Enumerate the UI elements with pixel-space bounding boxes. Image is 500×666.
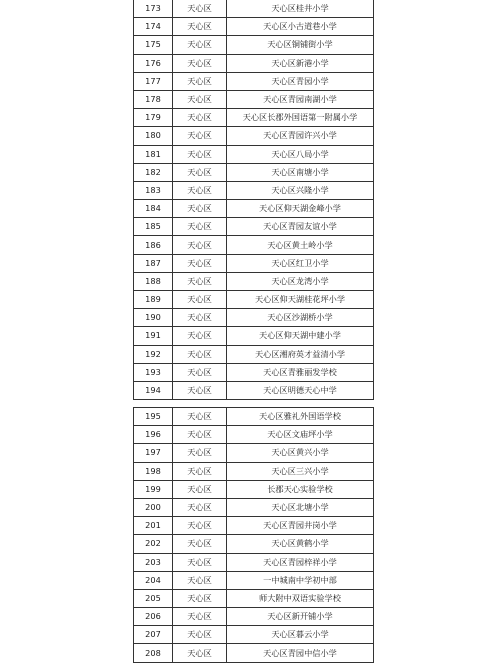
- district-cell: 天心区: [173, 0, 227, 18]
- table-row: [134, 462, 374, 480]
- table-row: [134, 589, 374, 607]
- table-row: [134, 109, 374, 127]
- school-name-cell: 天心区铜铺街小学: [227, 36, 374, 54]
- district-cell: 天心区: [173, 254, 227, 272]
- row-number-cell: 180: [134, 127, 173, 145]
- row-number-cell: 178: [134, 90, 173, 108]
- district-cell: 天心区: [173, 36, 227, 54]
- table-row: [134, 200, 374, 218]
- row-number-cell: 191: [134, 327, 173, 345]
- district-cell: 天心区: [173, 535, 227, 553]
- school-name-cell: 天心区新港小学: [227, 54, 374, 72]
- table-row: [134, 218, 374, 236]
- table-row: [134, 236, 374, 254]
- school-name-cell: 天心区新开铺小学: [227, 608, 374, 626]
- table-row: [134, 426, 374, 444]
- table-row: [134, 272, 374, 290]
- school-name-cell: 天心区南塘小学: [227, 163, 374, 181]
- school-table-top: [133, 0, 374, 400]
- row-number-cell: 177: [134, 72, 173, 90]
- district-cell: 天心区: [173, 163, 227, 181]
- district-cell: 天心区: [173, 218, 227, 236]
- district-cell: 天心区: [173, 480, 227, 498]
- school-name-cell: 天心区龙湾小学: [227, 272, 374, 290]
- row-number-cell: 201: [134, 517, 173, 535]
- school-table-bottom-body: [134, 408, 374, 663]
- table-row: [134, 0, 374, 18]
- table-row: [134, 18, 374, 36]
- school-name-cell: 天心区八局小学: [227, 145, 374, 163]
- table-row: [134, 517, 374, 535]
- table-row: [134, 444, 374, 462]
- table-row: [134, 90, 374, 108]
- table-row: [134, 309, 374, 327]
- table-row: [134, 291, 374, 309]
- school-name-cell: 天心区仰天湖金峰小学: [227, 200, 374, 218]
- table-row: [134, 381, 374, 399]
- row-number-cell: 194: [134, 381, 173, 399]
- school-name-cell: 天心区黄鹤小学: [227, 535, 374, 553]
- school-table-top-body: [134, 0, 374, 400]
- row-number-cell: 199: [134, 480, 173, 498]
- district-cell: 天心区: [173, 54, 227, 72]
- row-number-cell: 202: [134, 535, 173, 553]
- row-number-cell: 206: [134, 608, 173, 626]
- school-name-cell: 天心区青园许兴小学: [227, 127, 374, 145]
- school-name-cell: 天心区暮云小学: [227, 626, 374, 644]
- table-row: [134, 626, 374, 644]
- row-number-cell: 186: [134, 236, 173, 254]
- row-number-cell: 205: [134, 589, 173, 607]
- school-name-cell: 天心区小古道巷小学: [227, 18, 374, 36]
- district-cell: 天心区: [173, 127, 227, 145]
- table-row: [134, 36, 374, 54]
- school-name-cell: 天心区三兴小学: [227, 462, 374, 480]
- district-cell: 天心区: [173, 517, 227, 535]
- table-row: [134, 345, 374, 363]
- row-number-cell: 182: [134, 163, 173, 181]
- district-cell: 天心区: [173, 408, 227, 426]
- district-cell: 天心区: [173, 426, 227, 444]
- row-number-cell: 179: [134, 109, 173, 127]
- school-name-cell: 天心区文庙坪小学: [227, 426, 374, 444]
- table-row: [134, 145, 374, 163]
- district-cell: 天心区: [173, 462, 227, 480]
- table-row: [134, 553, 374, 571]
- row-number-cell: 193: [134, 363, 173, 381]
- school-name-cell: 天心区黄兴小学: [227, 444, 374, 462]
- table-row: [134, 363, 374, 381]
- school-name-cell: 天心区仰天湖桂花坪小学: [227, 291, 374, 309]
- row-number-cell: 175: [134, 36, 173, 54]
- school-table-bottom: [133, 407, 374, 663]
- school-name-cell: 天心区黄土岭小学: [227, 236, 374, 254]
- school-name-cell: 长郡天心实验学校: [227, 480, 374, 498]
- table-row: [134, 608, 374, 626]
- district-cell: 天心区: [173, 181, 227, 199]
- district-cell: 天心区: [173, 109, 227, 127]
- school-name-cell: 天心区明德天心中学: [227, 381, 374, 399]
- table-row: [134, 127, 374, 145]
- school-name-cell: 天心区青园中信小学: [227, 644, 374, 662]
- row-number-cell: 188: [134, 272, 173, 290]
- school-name-cell: 天心区桂井小学: [227, 0, 374, 18]
- row-number-cell: 207: [134, 626, 173, 644]
- district-cell: 天心区: [173, 145, 227, 163]
- row-number-cell: 197: [134, 444, 173, 462]
- district-cell: 天心区: [173, 200, 227, 218]
- school-name-cell: 天心区青园友谊小学: [227, 218, 374, 236]
- row-number-cell: 174: [134, 18, 173, 36]
- school-name-cell: 天心区红卫小学: [227, 254, 374, 272]
- table-row: [134, 181, 374, 199]
- row-number-cell: 204: [134, 571, 173, 589]
- row-number-cell: 203: [134, 553, 173, 571]
- district-cell: 天心区: [173, 553, 227, 571]
- school-name-cell: 天心区仰天湖中建小学: [227, 327, 374, 345]
- table-row: [134, 644, 374, 662]
- row-number-cell: 176: [134, 54, 173, 72]
- row-number-cell: 181: [134, 145, 173, 163]
- school-name-cell: 天心区雅礼外国语学校: [227, 408, 374, 426]
- table-row: [134, 327, 374, 345]
- district-cell: 天心区: [173, 291, 227, 309]
- row-number-cell: 173: [134, 0, 173, 18]
- table-row: [134, 408, 374, 426]
- row-number-cell: 198: [134, 462, 173, 480]
- table-row: [134, 535, 374, 553]
- district-cell: 天心区: [173, 18, 227, 36]
- school-name-cell: 天心区湘府英才益清小学: [227, 345, 374, 363]
- school-name-cell: 天心区青园梓祥小学: [227, 553, 374, 571]
- table-row: [134, 54, 374, 72]
- district-cell: 天心区: [173, 381, 227, 399]
- school-name-cell: 天心区青园南湖小学: [227, 90, 374, 108]
- school-name-cell: 天心区青雅丽发学校: [227, 363, 374, 381]
- table-row: [134, 163, 374, 181]
- row-number-cell: 183: [134, 181, 173, 199]
- district-cell: 天心区: [173, 272, 227, 290]
- table-row: [134, 498, 374, 516]
- school-name-cell: 天心区青园小学: [227, 72, 374, 90]
- row-number-cell: 190: [134, 309, 173, 327]
- school-name-cell: 天心区兴隆小学: [227, 181, 374, 199]
- school-name-cell: 天心区长郡外国语第一附属小学: [227, 109, 374, 127]
- district-cell: 天心区: [173, 327, 227, 345]
- row-number-cell: 195: [134, 408, 173, 426]
- school-name-cell: 一中城南中学初中部: [227, 571, 374, 589]
- row-number-cell: 189: [134, 291, 173, 309]
- row-number-cell: 187: [134, 254, 173, 272]
- table-row: [134, 571, 374, 589]
- table-row: [134, 254, 374, 272]
- school-name-cell: 天心区北塘小学: [227, 498, 374, 516]
- district-cell: 天心区: [173, 309, 227, 327]
- district-cell: 天心区: [173, 90, 227, 108]
- district-cell: 天心区: [173, 72, 227, 90]
- row-number-cell: 185: [134, 218, 173, 236]
- row-number-cell: 196: [134, 426, 173, 444]
- row-number-cell: 208: [134, 644, 173, 662]
- district-cell: 天心区: [173, 345, 227, 363]
- district-cell: 天心区: [173, 571, 227, 589]
- district-cell: 天心区: [173, 626, 227, 644]
- school-name-cell: 天心区青园井岗小学: [227, 517, 374, 535]
- district-cell: 天心区: [173, 644, 227, 662]
- row-number-cell: 200: [134, 498, 173, 516]
- district-cell: 天心区: [173, 236, 227, 254]
- district-cell: 天心区: [173, 589, 227, 607]
- district-cell: 天心区: [173, 608, 227, 626]
- district-cell: 天心区: [173, 444, 227, 462]
- district-cell: 天心区: [173, 363, 227, 381]
- district-cell: 天心区: [173, 498, 227, 516]
- table-row: [134, 480, 374, 498]
- table-row: [134, 72, 374, 90]
- row-number-cell: 184: [134, 200, 173, 218]
- row-number-cell: 192: [134, 345, 173, 363]
- school-name-cell: 师大附中双语实验学校: [227, 589, 374, 607]
- school-name-cell: 天心区沙湖桥小学: [227, 309, 374, 327]
